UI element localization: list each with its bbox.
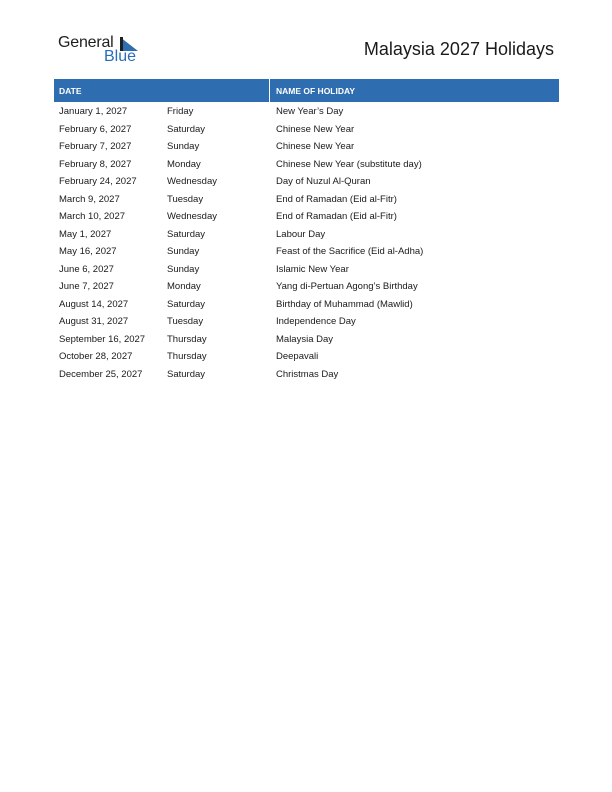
row-date: October 28, 2027 (59, 351, 133, 363)
table-row (54, 138, 559, 156)
row-weekday: Saturday (167, 228, 206, 240)
brand-logo (58, 34, 148, 68)
row-date: March 10, 2027 (59, 211, 126, 223)
row-holiday-name: Yang di-Pertuan Agong’s Birthday (276, 281, 418, 293)
row-holiday-name: Labour Day (276, 228, 326, 240)
row-date: March 9, 2027 (59, 193, 120, 205)
table-row (54, 278, 559, 296)
table-row (54, 296, 559, 314)
table-row (54, 208, 559, 226)
row-holiday-name: Independence Day (276, 316, 356, 328)
row-holiday-name: Malaysia Day (276, 333, 334, 345)
row-holiday-name: Islamic New Year (276, 263, 349, 275)
logo-word-blue: Blue (104, 48, 137, 65)
row-weekday: Wednesday (167, 176, 217, 188)
row-weekday: Tuesday (167, 193, 204, 205)
row-weekday: Monday (167, 158, 201, 170)
row-holiday-name: End of Ramadan (Eid al-Fitr) (276, 211, 397, 223)
row-holiday-name: Chinese New Year (276, 123, 355, 135)
row-date: January 1, 2027 (59, 106, 128, 118)
row-date: September 16, 2027 (59, 333, 146, 345)
row-date: August 14, 2027 (59, 298, 129, 310)
row-holiday-name: Feast of the Sacrifice (Eid al-Adha) (276, 246, 424, 258)
row-weekday: Thursday (167, 333, 207, 345)
row-holiday-name: Birthday of Muhammad (Mawlid) (276, 298, 413, 310)
row-weekday: Tuesday (167, 316, 204, 328)
table-row (54, 331, 559, 349)
row-weekday: Sunday (167, 141, 200, 153)
table-header (54, 79, 559, 102)
row-date: February 8, 2027 (59, 158, 132, 170)
row-weekday: Saturday (167, 123, 206, 135)
table-row (54, 191, 559, 209)
header-date: DATE (54, 79, 270, 102)
row-holiday-name: Deepavali (276, 351, 319, 363)
row-holiday-name: End of Ramadan (Eid al-Fitr) (276, 193, 397, 205)
table-row (54, 103, 559, 121)
row-holiday-name: Christmas Day (276, 368, 339, 380)
table-row (54, 243, 559, 261)
page-title: Malaysia 2027 Holidays (363, 39, 554, 59)
table-row (54, 366, 559, 384)
row-date: December 25, 2027 (59, 368, 143, 380)
row-date: February 6, 2027 (59, 123, 132, 135)
row-date: June 7, 2027 (59, 281, 114, 293)
table-row (54, 121, 559, 139)
row-weekday: Monday (167, 281, 201, 293)
row-weekday: Saturday (167, 368, 206, 380)
table-row (54, 226, 559, 244)
row-date: February 24, 2027 (59, 176, 137, 188)
row-holiday-name: Chinese New Year (276, 141, 355, 153)
row-weekday: Wednesday (167, 211, 217, 223)
table-row (54, 261, 559, 279)
row-date: August 31, 2027 (59, 316, 129, 328)
row-date: February 7, 2027 (59, 141, 132, 153)
row-date: May 1, 2027 (59, 228, 112, 240)
header-holiday-name: NAME OF HOLIDAY (276, 85, 356, 96)
table-row (54, 348, 559, 366)
row-weekday: Sunday (167, 246, 200, 258)
row-date: May 16, 2027 (59, 246, 117, 258)
row-weekday: Sunday (167, 263, 200, 275)
holiday-table (54, 79, 559, 383)
table-body (54, 102, 559, 383)
logo-word-general: General (58, 34, 114, 51)
row-weekday: Thursday (167, 351, 207, 363)
row-holiday-name: Day of Nuzul Al-Quran (276, 176, 371, 188)
table-row (54, 156, 559, 174)
table-row (54, 173, 559, 191)
row-date: June 6, 2027 (59, 263, 114, 275)
row-holiday-name: Chinese New Year (substitute day) (276, 158, 422, 170)
row-weekday: Friday (167, 106, 194, 118)
table-row (54, 313, 559, 331)
row-holiday-name: New Year’s Day (276, 106, 344, 118)
row-weekday: Saturday (167, 298, 206, 310)
